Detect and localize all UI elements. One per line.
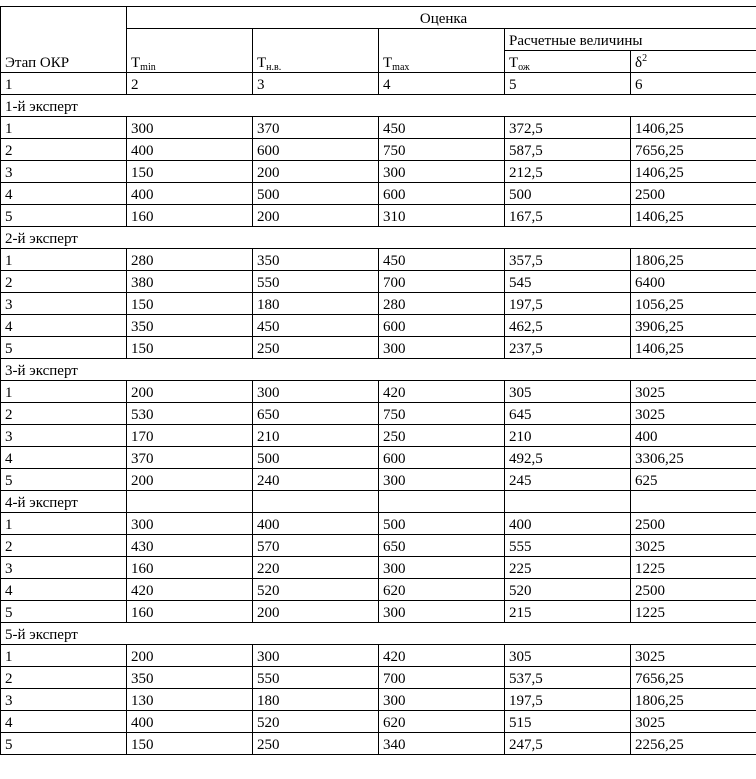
t-min-sub: min <box>140 62 156 73</box>
delta-sq-value: 1406,25 <box>631 117 756 139</box>
t-nv-value: 450 <box>253 315 379 337</box>
stage-number: 1 <box>1 249 127 271</box>
delta-sq-value: 625 <box>631 469 756 491</box>
t-exp-value: 500 <box>505 183 631 205</box>
delta-sq-value: 1056,25 <box>631 293 756 315</box>
t-exp-value: 587,5 <box>505 139 631 161</box>
table-row <box>1 293 756 315</box>
delta-sq-value: 7656,25 <box>631 667 756 689</box>
t-exp-value: 305 <box>505 645 631 667</box>
t-min-base: T <box>131 55 141 71</box>
stage-number: 4 <box>1 183 127 205</box>
expert-header-row <box>1 227 756 249</box>
t-exp-value: 462,5 <box>505 315 631 337</box>
t-exp-value: 357,5 <box>505 249 631 271</box>
t-min-value: 530 <box>127 403 253 425</box>
stage-number: 2 <box>1 535 127 557</box>
stage-number: 1 <box>1 381 127 403</box>
t-min-value: 200 <box>127 645 253 667</box>
t-max-value: 600 <box>379 315 505 337</box>
stage-number: 3 <box>1 161 127 183</box>
t-max-value: 310 <box>379 205 505 227</box>
t-min-value: 300 <box>127 513 253 535</box>
table-row <box>1 557 756 579</box>
expert-header-row <box>1 95 756 117</box>
t-nv-value: 570 <box>253 535 379 557</box>
t-nv-value: 350 <box>253 249 379 271</box>
table-row <box>1 337 756 359</box>
t-nv-value: 400 <box>253 513 379 535</box>
expert-label: 4-й эксперт <box>1 491 127 513</box>
delta-sq-value: 7656,25 <box>631 139 756 161</box>
t-nv-base: T <box>257 55 267 71</box>
delta-sq-value: 3025 <box>631 381 756 403</box>
stage-number: 1 <box>1 513 127 535</box>
expert-header-row <box>1 359 756 381</box>
empty-cell <box>253 491 379 513</box>
empty-cell <box>631 491 756 513</box>
table-row <box>1 139 756 161</box>
t-min-value: 150 <box>127 161 253 183</box>
t-max-value: 420 <box>379 381 505 403</box>
t-min-value: 350 <box>127 667 253 689</box>
t-max-value: 500 <box>379 513 505 535</box>
stage-number: 3 <box>1 557 127 579</box>
delta-sq-value: 3025 <box>631 535 756 557</box>
t-nv-value: 200 <box>253 601 379 623</box>
t-max-value: 420 <box>379 645 505 667</box>
t-exp-value: 247,5 <box>505 733 631 755</box>
t-exp-value: 167,5 <box>505 205 631 227</box>
expert-header-row <box>1 491 756 513</box>
delta-sq-value: 2500 <box>631 183 756 205</box>
stage-number: 5 <box>1 205 127 227</box>
t-max-value: 300 <box>379 469 505 491</box>
expert-label: 3-й эксперт <box>1 359 756 381</box>
delta-sq-value: 3906,25 <box>631 315 756 337</box>
stage-number: 2 <box>1 139 127 161</box>
t-min-value: 160 <box>127 557 253 579</box>
t-exp-value: 492,5 <box>505 447 631 469</box>
t-min-value: 150 <box>127 293 253 315</box>
t-max-value: 300 <box>379 337 505 359</box>
stage-number: 2 <box>1 667 127 689</box>
expert-header-row <box>1 623 756 645</box>
expert-label: 2-й эксперт <box>1 227 756 249</box>
table-row <box>1 117 756 139</box>
empty-cell <box>379 491 505 513</box>
t-exp-value: 215 <box>505 601 631 623</box>
table-row <box>1 601 756 623</box>
empty-cell <box>505 491 631 513</box>
t-nv-value: 300 <box>253 381 379 403</box>
header-assessment: Оценка <box>127 7 756 29</box>
delta-sq-value: 3025 <box>631 711 756 733</box>
t-max-value: 300 <box>379 689 505 711</box>
t-exp-value: 237,5 <box>505 337 631 359</box>
t-min-value: 150 <box>127 337 253 359</box>
stage-number: 4 <box>1 711 127 733</box>
empty-cell <box>127 491 253 513</box>
t-nv-value: 520 <box>253 711 379 733</box>
t-nv-value: 550 <box>253 667 379 689</box>
table-row <box>1 535 756 557</box>
t-exp-sub: ож <box>518 62 530 73</box>
t-min-value: 170 <box>127 425 253 447</box>
t-nv-value: 500 <box>253 183 379 205</box>
stage-number: 4 <box>1 447 127 469</box>
t-nv-value: 550 <box>253 271 379 293</box>
t-nv-value: 200 <box>253 205 379 227</box>
table-row <box>1 271 756 293</box>
t-max-base: T <box>383 55 393 71</box>
header-t-exp <box>505 51 631 73</box>
delta-sq-value: 3025 <box>631 403 756 425</box>
column-number: 4 <box>379 73 505 95</box>
table-row <box>1 205 756 227</box>
t-min-value: 380 <box>127 271 253 293</box>
t-min-value: 420 <box>127 579 253 601</box>
column-number-row <box>1 73 756 95</box>
t-nv-value: 250 <box>253 733 379 755</box>
header-computed: Расчетные величины <box>505 29 756 51</box>
delta-sq-value: 400 <box>631 425 756 447</box>
table-row <box>1 513 756 535</box>
column-number: 5 <box>505 73 631 95</box>
t-nv-value: 500 <box>253 447 379 469</box>
t-nv-value: 180 <box>253 293 379 315</box>
t-min-value: 160 <box>127 601 253 623</box>
t-exp-value: 520 <box>505 579 631 601</box>
t-min-value: 400 <box>127 139 253 161</box>
t-max-value: 750 <box>379 139 505 161</box>
t-min-value: 300 <box>127 117 253 139</box>
t-exp-value: 305 <box>505 381 631 403</box>
table-row <box>1 183 756 205</box>
t-max-value: 450 <box>379 249 505 271</box>
delta-sq-value: 2256,25 <box>631 733 756 755</box>
t-exp-value: 545 <box>505 271 631 293</box>
table-row <box>1 469 756 491</box>
delta-sq-value: 1406,25 <box>631 161 756 183</box>
t-nv-value: 300 <box>253 645 379 667</box>
delta-sq-value: 1806,25 <box>631 249 756 271</box>
t-min-value: 400 <box>127 711 253 733</box>
t-exp-value: 197,5 <box>505 293 631 315</box>
table-row <box>1 733 756 755</box>
table-row <box>1 447 756 469</box>
delta-sup: 2 <box>642 53 648 64</box>
delta-sq-value: 3306,25 <box>631 447 756 469</box>
stage-number: 3 <box>1 425 127 447</box>
t-exp-value: 555 <box>505 535 631 557</box>
delta-sq-value: 1406,25 <box>631 337 756 359</box>
t-exp-value: 400 <box>505 513 631 535</box>
t-min-value: 150 <box>127 733 253 755</box>
t-exp-value: 245 <box>505 469 631 491</box>
stage-number: 4 <box>1 579 127 601</box>
stage-number: 1 <box>1 117 127 139</box>
table-row <box>1 667 756 689</box>
header-delta-sq <box>631 51 756 73</box>
delta-sq-value: 2500 <box>631 513 756 535</box>
table-row <box>1 579 756 601</box>
expert-label: 5-й эксперт <box>1 623 756 645</box>
table-row <box>1 315 756 337</box>
delta-sq-value: 1225 <box>631 557 756 579</box>
t-max-value: 700 <box>379 667 505 689</box>
t-max-sub: max <box>392 62 410 73</box>
t-nv-value: 250 <box>253 337 379 359</box>
t-nv-value: 180 <box>253 689 379 711</box>
t-nv-value: 200 <box>253 161 379 183</box>
stage-number: 5 <box>1 469 127 491</box>
stage-number: 3 <box>1 293 127 315</box>
delta-sq-value: 6400 <box>631 271 756 293</box>
t-exp-value: 210 <box>505 425 631 447</box>
t-exp-base: T <box>509 55 519 71</box>
t-nv-value: 650 <box>253 403 379 425</box>
stage-number: 1 <box>1 645 127 667</box>
t-exp-value: 225 <box>505 557 631 579</box>
expert-label: 1-й эксперт <box>1 95 756 117</box>
expert-estimates-table <box>0 6 756 755</box>
t-max-value: 340 <box>379 733 505 755</box>
header-t-max <box>379 29 505 73</box>
t-exp-value: 645 <box>505 403 631 425</box>
t-max-value: 700 <box>379 271 505 293</box>
delta-sq-value: 1806,25 <box>631 689 756 711</box>
t-max-value: 280 <box>379 293 505 315</box>
stage-number: 2 <box>1 271 127 293</box>
t-max-value: 750 <box>379 403 505 425</box>
table-row <box>1 645 756 667</box>
t-min-value: 160 <box>127 205 253 227</box>
t-nv-value: 520 <box>253 579 379 601</box>
header-t-min <box>127 29 253 73</box>
t-max-value: 620 <box>379 711 505 733</box>
t-max-value: 250 <box>379 425 505 447</box>
t-max-value: 600 <box>379 183 505 205</box>
table-row <box>1 425 756 447</box>
t-nv-value: 370 <box>253 117 379 139</box>
table-row <box>1 403 756 425</box>
t-max-value: 300 <box>379 557 505 579</box>
header-stage: Этап ОКР <box>1 7 127 73</box>
t-min-value: 280 <box>127 249 253 271</box>
t-max-value: 300 <box>379 601 505 623</box>
t-nv-value: 210 <box>253 425 379 447</box>
stage-number: 5 <box>1 601 127 623</box>
table-row <box>1 381 756 403</box>
table-row <box>1 249 756 271</box>
stage-number: 2 <box>1 403 127 425</box>
t-nv-value: 240 <box>253 469 379 491</box>
t-exp-value: 212,5 <box>505 161 631 183</box>
t-min-value: 430 <box>127 535 253 557</box>
header-t-nv <box>253 29 379 73</box>
column-number: 6 <box>631 73 756 95</box>
delta-base: δ <box>635 55 643 71</box>
stage-number: 4 <box>1 315 127 337</box>
table-row <box>1 689 756 711</box>
t-max-value: 450 <box>379 117 505 139</box>
t-exp-value: 197,5 <box>505 689 631 711</box>
delta-sq-value: 1406,25 <box>631 205 756 227</box>
t-exp-value: 515 <box>505 711 631 733</box>
t-nv-value: 600 <box>253 139 379 161</box>
delta-sq-value: 1225 <box>631 601 756 623</box>
t-max-value: 600 <box>379 447 505 469</box>
column-number: 3 <box>253 73 379 95</box>
stage-number: 5 <box>1 337 127 359</box>
t-exp-value: 372,5 <box>505 117 631 139</box>
table-row <box>1 161 756 183</box>
t-min-value: 200 <box>127 469 253 491</box>
t-min-value: 350 <box>127 315 253 337</box>
delta-sq-value: 2500 <box>631 579 756 601</box>
column-number: 1 <box>1 73 127 95</box>
t-min-value: 400 <box>127 183 253 205</box>
t-nv-value: 220 <box>253 557 379 579</box>
t-exp-value: 537,5 <box>505 667 631 689</box>
stage-number: 5 <box>1 733 127 755</box>
stage-number: 3 <box>1 689 127 711</box>
t-nv-sub: н.в. <box>266 62 282 73</box>
t-min-value: 200 <box>127 381 253 403</box>
table-row <box>1 711 756 733</box>
column-number: 2 <box>127 73 253 95</box>
t-min-value: 130 <box>127 689 253 711</box>
t-min-value: 370 <box>127 447 253 469</box>
delta-sq-value: 3025 <box>631 645 756 667</box>
t-max-value: 650 <box>379 535 505 557</box>
t-max-value: 300 <box>379 161 505 183</box>
t-max-value: 620 <box>379 579 505 601</box>
